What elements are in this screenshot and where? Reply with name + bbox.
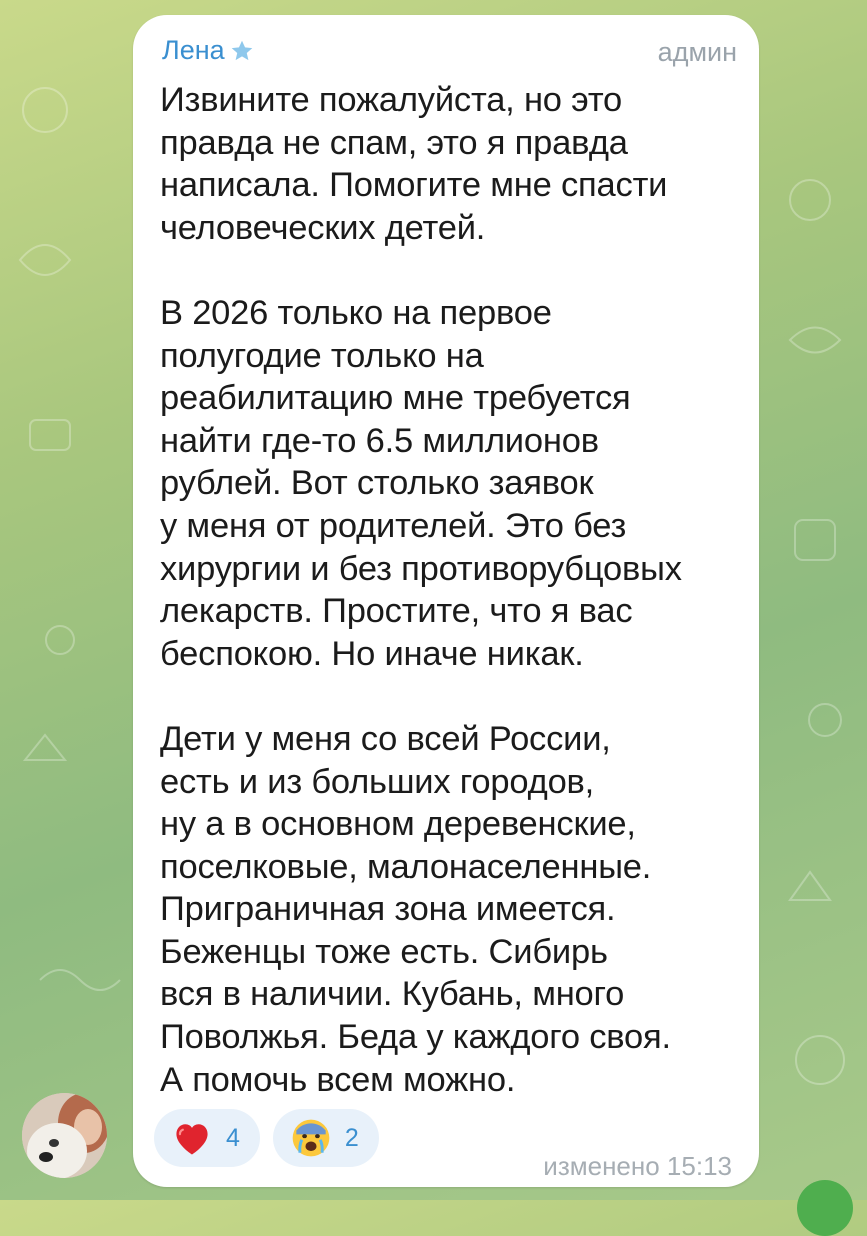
- sender-header[interactable]: [162, 35, 255, 66]
- admin-role-label: админ: [657, 37, 737, 67]
- reactions-bar: [154, 1109, 379, 1167]
- reaction-count: 2: [344, 1123, 359, 1152]
- sender-avatar[interactable]: [22, 1093, 107, 1178]
- reaction-heart[interactable]: [154, 1109, 260, 1167]
- edited-timestamp: изменено 15:13: [543, 1151, 732, 1181]
- reaction-count: 4: [226, 1123, 240, 1152]
- reaction-crying[interactable]: [273, 1109, 379, 1167]
- red-heart-icon: [170, 1116, 214, 1160]
- message-bubble[interactable]: [133, 15, 759, 1187]
- scroll-down-button[interactable]: [797, 1180, 853, 1236]
- crying-face-icon: [289, 1116, 333, 1160]
- message-text: Извините пожалуйста, но это правда не спам, это я правда написала. Помогите мне спасти человеческих детей. В 2026 только на первое полугодие только на реабилитацию мне требуется найти где-то 6.5 миллионов рублей. Вот столько заявок у меня от родителей. Это без хирургии и без противорубцовых лекарств. Простите, что я вас беспокою. Но иначе никак. Дети у меня со всей России, есть и из больших городов, ну а в основном деревенские, поселковые, малонаселенные. Приграничная зона имеется. Беженцы тоже есть. Сибирь вся в наличии. Кубань, много Поволжья. Беда у каждого своя. А помочь всем можно.: [160, 81, 682, 1099]
- star-icon: [229, 38, 255, 64]
- sender-name[interactable]: Лена: [162, 35, 225, 65]
